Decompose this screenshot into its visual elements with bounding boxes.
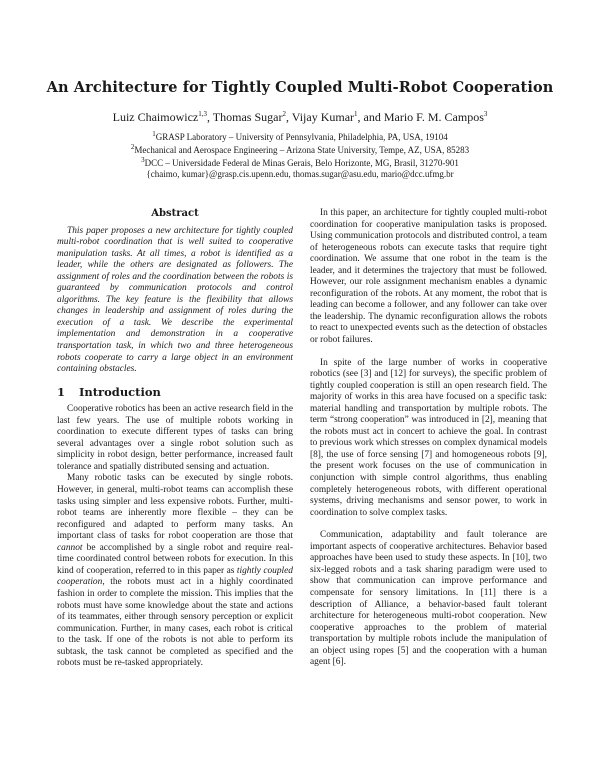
- right-paragraph-2: In spite of the large number of works in cooperative robotics (see [3] and [12] for surveys), the specific problem of tightly coupled cooperation is still an open research field. The majority of works in this area have focused on a specific task: material handling and transportation by multiple robots. The term “strong cooperation” was introduced in [2], meaning that the robots must act in concert to achieve the goal. In contrast to previous work which stresses on complex dynamical models [8], the use of force sensing [7] and homogeneous robots [9], the present work focuses on the use of communication in conjunction with simple control algorithms, thus enabling completely heterogeneous robots, with different operational systems, driving mechanisms and sensor power, to work in coordination to solve complex tasks.: [310, 357, 547, 518]
- author-emails: {chaimo, kumar}@grasp.cis.upenn.edu, thomas.sugar@asu.edu, mario@dcc.ufmg.br: [146, 169, 454, 179]
- abstract-text: This paper proposes a new architecture for tightly coupled multi-robot coordination that is well suited to cooperative manipulation tasks. At all times, a robot is identified as a leader, while the others are designated as followers. The assignment of roles and the coordination between the robots is guaranteed by communication protocols and control algorithms. The key feature is the flexibility that allows changes in leadership and assignment of roles during the execution of a task. We describe the experimental implementation and demonstration in a cooperative transportation task, in which two and three heterogeneous robots cooperate to carry a large object in an environment containing obstacles.: [57, 225, 293, 375]
- author-4: Mario F. M. Campos$^3$: [383, 110, 488, 124]
- right-column: [310, 208, 547, 669]
- intro-paragraph-1: Cooperative robotics has been an active research field in the last few years. The use of multiple robots working in coordination to execute different types of tasks can bring several advantages over a single robot solution such as simplicity in robot design, better performance, increased fault tolerance and spatially distributed sensing and actuation.: [57, 404, 293, 472]
- author-1: Luiz Chaimowicz$^{1,3}$,: [112, 110, 213, 124]
- left-column: [57, 208, 293, 670]
- author-line: [0, 110, 600, 125]
- section-heading-introduction: 1 Introduction: [57, 384, 161, 399]
- right-paragraph-1: In this paper, an architecture for tightly coupled multi-robot coordination for cooperative manipulation tasks is proposed. Using communication protocols and distributed control, a team of heterogeneous robots can execute tasks that require tight coordination. We assume that one robot in the team is the leader, and it determines the trajectory that must be followed. However, our role assignment mechanism enables a dynamic reconfiguration of the robots. At any moment, the robot that is leading can become a follower, and any follower can take over the leadership. The dynamic reconfiguration allows the robots to react to unexpected events such as the detection of obstacles or robot failures.: [310, 208, 547, 346]
- author-2: Thomas Sugar$^2$,: [212, 110, 292, 124]
- intro-paragraph-2: Many robotic tasks can be executed by single robots. However, in general, multi-robot teams can accomplish these tasks using simpler and less expensive robots. Further, multi-robot teams are inherently more flexible – they can be reconfigured and adapted to perform many tasks. An important class of tasks for robot cooperation are those that cannot be accomplished by a single robot and require real-time coordinated control between robots for execution. In this kind of cooperation, referred to in this paper as tightly coupled cooperation, the robots must act in a highly coordinated fashion in order to complete the mission. This implies that the robots must have some knowledge about the state and actions of its teammates, either through sensory perception or explicit communication. Further, in many cases, each robot is critical to the task. If one of the robots is not able to perform its subtask, the task cannot be completed as specified and the robots must be re-tasked appropriately.: [57, 473, 293, 669]
- affiliation-3: $^3$DCC – Universidade Federal de Minas Gerais, Belo Horizonte, MG, Brasil, 31270-901: [141, 156, 459, 168]
- paper-title: An Architecture for Tightly Coupled Multi-Robot Cooperation: [46, 79, 554, 96]
- right-paragraph-3: Communication, adaptability and fault tolerance are important aspects of cooperative architectures. Behavior based approaches have been used to study these aspects. In [10], two six-legged robots and a task sharing paradigm were used to show that communication can improve performance and compensate for sensory limitations. In [11] there is a description of Alliance, a behavior-based fault tolerant architecture for heterogeneous multi-robot cooperation. New cooperative approaches to the problem of material transportation by multiple robots include the manipulation of an object using ropes [5] and the cooperation with a human agent [6].: [310, 530, 547, 668]
- affiliation-1: $^1$GRASP Laboratory – University of Pennsylvania, Philadelphia, PA, USA, 19104: [152, 130, 448, 142]
- affiliation-2: $^2$Mechanical and Aerospace Engineering – Arizona State University, Tempe, AZ, USA, 85283: [130, 143, 470, 155]
- author-3: Vijay Kumar$^1$, and: [291, 110, 384, 124]
- abstract-heading: Abstract: [151, 208, 199, 219]
